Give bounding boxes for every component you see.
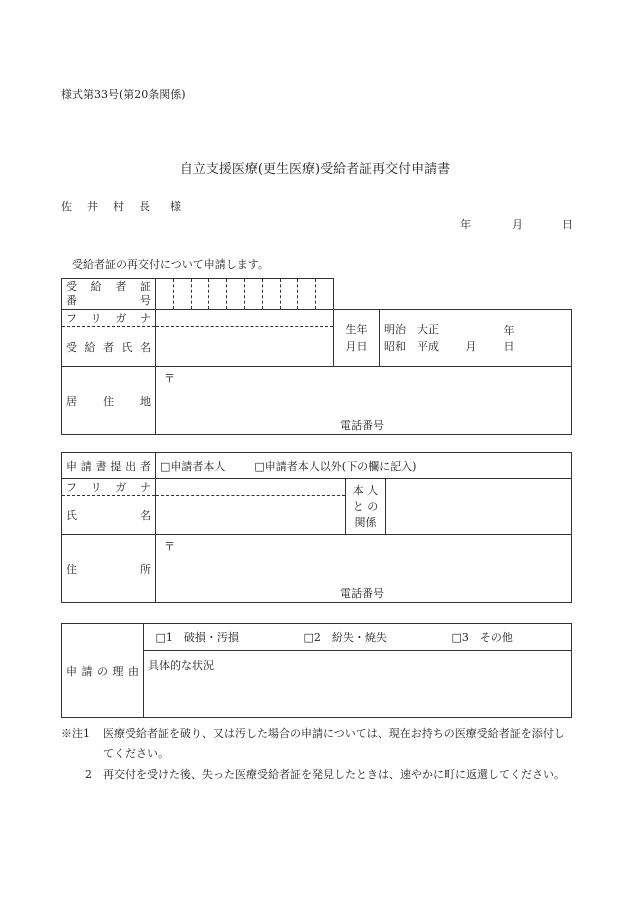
residence-input[interactable] — [156, 367, 572, 435]
recipient-name-label: 受 給 者 氏 名 — [62, 327, 156, 367]
reason-options[interactable] — [144, 624, 572, 651]
addressee-name: 佐 井 村 長 — [61, 200, 152, 213]
recipient-name-input[interactable] — [156, 327, 334, 367]
addressee — [61, 198, 183, 214]
reason-label: 申 請 の 理 由 — [62, 624, 144, 718]
reason-option-1[interactable]: □1 破損・汚損 — [155, 631, 239, 644]
recipient-table — [61, 278, 572, 435]
application-date[interactable] — [460, 216, 573, 232]
note-1-mark: ※注1 — [61, 727, 90, 740]
submitter-label: 申請書提出者 — [62, 453, 156, 479]
recipient-furigana-input[interactable] — [156, 310, 334, 327]
birthdate-label: 生年 月日 — [334, 310, 380, 367]
note-2-text: 再交付を受けた後、失った医療受給者証を発見したときは、速やかに町に返還してください。 — [103, 768, 565, 781]
option-other[interactable]: □申請者本人以外(下の欄に記入) — [254, 459, 417, 473]
document-title: 自立支援医療(更生医療)受給者証再交付申請書 — [179, 162, 451, 177]
applicant-name-input[interactable] — [156, 496, 346, 535]
note-2-mark: 2 — [85, 768, 92, 781]
note-1 — [61, 724, 571, 766]
reason-details[interactable] — [144, 651, 572, 718]
applicant-phone-label: 電話番号 — [340, 587, 384, 600]
postal-mark: 〒 — [164, 540, 175, 553]
cert-number-label: 受 給 者 証 番 号 — [62, 279, 156, 310]
addressee-honorific: 様 — [170, 200, 183, 213]
applicant-furigana-label: フ リ ガ ナ — [62, 479, 156, 496]
note-2 — [61, 765, 571, 807]
date-year: 年 — [460, 218, 471, 231]
residence-label: 居 住 地 — [62, 367, 156, 435]
option-self[interactable]: □申請者本人 — [160, 459, 226, 473]
note-1-text: 医療受給者証を破り、又は汚した場合の申請については、現在お持ちの医療受給者証を添付してください。 — [103, 727, 565, 760]
relation-label: 本 人 と の 関係 — [346, 479, 386, 535]
date-month: 月 — [512, 218, 523, 231]
applicant-address-input[interactable] — [156, 535, 572, 603]
applicant-table — [61, 452, 572, 603]
reason-option-3[interactable]: □3 その他 — [451, 631, 513, 644]
recipient-furigana-label: フ リ ガ ナ — [62, 310, 156, 327]
reason-table — [61, 623, 572, 718]
submitter-options[interactable] — [156, 453, 572, 479]
era-options[interactable]: 明治 大正 昭和 平成 — [380, 310, 462, 367]
form-number: 様式第33号(第20条関係) — [61, 88, 186, 101]
applicant-address-label: 住 所 — [62, 535, 156, 603]
reason-option-2[interactable]: □2 紛失・焼失 — [303, 631, 387, 644]
relation-input[interactable] — [386, 479, 572, 535]
postal-mark: 〒 — [164, 372, 175, 385]
applicant-furigana-input[interactable] — [156, 479, 346, 496]
intro-text: 受給者証の再交付について申請します。 — [72, 258, 269, 271]
recipient-phone-label: 電話番号 — [340, 419, 384, 432]
cert-number-field[interactable] — [156, 279, 334, 310]
applicant-name-label: 氏 名 — [62, 496, 156, 535]
date-day: 日 — [562, 218, 573, 231]
reason-details-label: 具体的な状況 — [148, 659, 214, 672]
birthdate-input[interactable]: 年月 日 — [462, 310, 572, 367]
